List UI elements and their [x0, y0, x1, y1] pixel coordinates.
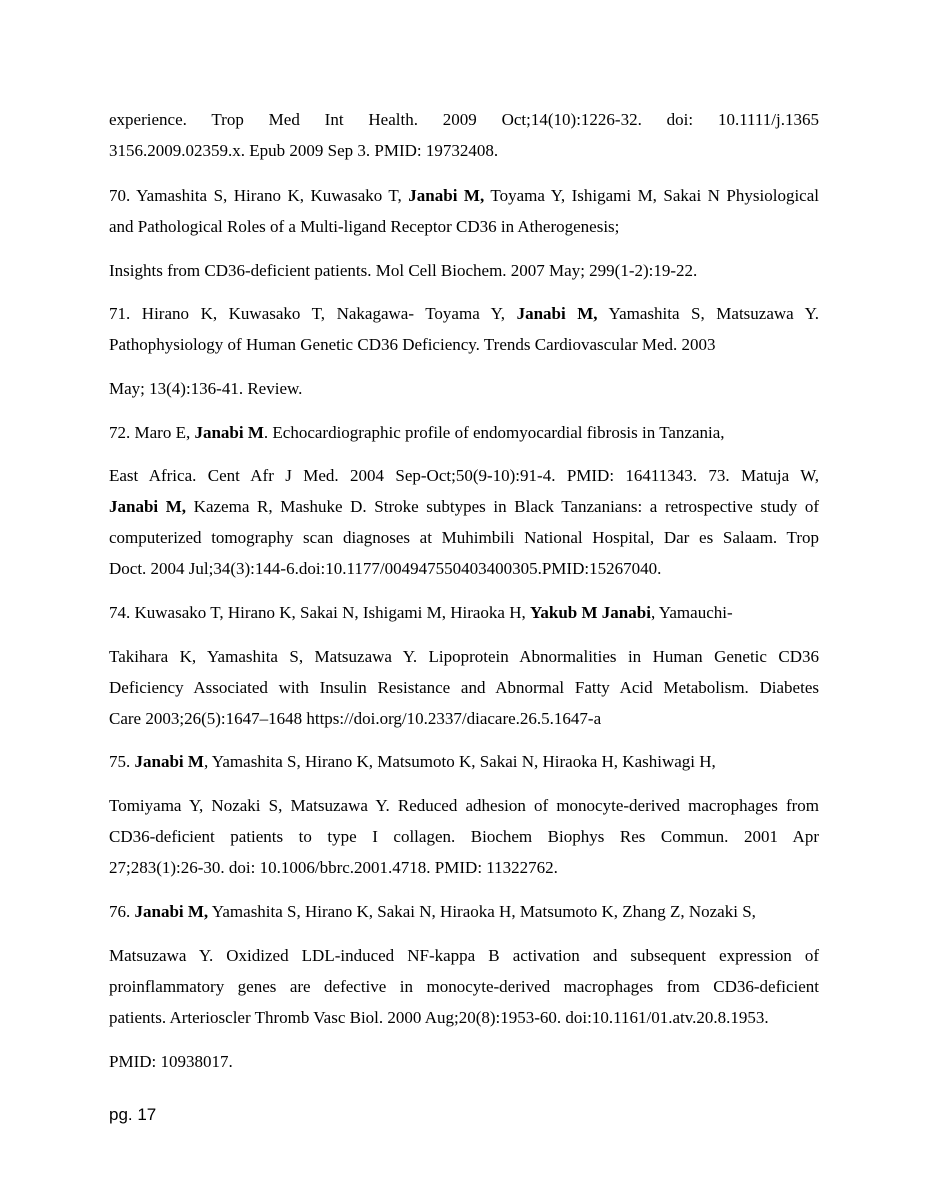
- reference-76: [109, 896, 819, 927]
- reference-69-continuation: [109, 104, 819, 166]
- text-line: 27;283(1):26-30. doi: 10.1006/bbrc.2001.4718. PMID: 11322762.: [109, 858, 558, 877]
- text-line: CD36-deficient patients to type I collagen. Biochem Biophys Res Commun. 2001 Apr: [109, 827, 819, 846]
- reference-text: Toyama Y, Ishigami M, Sakai N Physiological: [484, 186, 819, 205]
- author-highlight: Janabi M,: [408, 186, 485, 205]
- reference-75-continuation: [109, 790, 819, 883]
- text-line: proinflammatory genes are defective in monocyte-derived macrophages from CD36-deficient: [109, 977, 819, 996]
- text-line: Matsuzawa Y. Oxidized LDL-induced NF-kappa B activation and subsequent expression of: [109, 946, 819, 965]
- reference-72-73-continuation: [109, 460, 819, 584]
- reference-text: , Yamashita S, Hirano K, Matsumoto K, Sakai N, Hiraoka H, Kashiwagi H,: [203, 752, 716, 771]
- text-line: Doct. 2004 Jul;34(3):144-6.doi:10.1177/004947550403400305.PMID:15267040.: [109, 559, 662, 578]
- text-line: patients. Arterioscler Thromb Vasc Biol. 2000 Aug;20(8):1953-60. doi:10.1161/01.atv.20.8.1953.: [109, 1008, 769, 1027]
- text-line: [109, 417, 819, 448]
- author-highlight: Janabi M,: [516, 304, 598, 323]
- reference-text: 72. Maro E,: [109, 423, 195, 442]
- reference-text: 75.: [109, 752, 135, 771]
- reference-76-pmid: [109, 1046, 819, 1077]
- text-line: Deficiency Associated with Insulin Resistance and Abnormal Fatty Acid Metabolism. Diabetes: [109, 678, 819, 697]
- author-highlight: Janabi M,: [134, 902, 209, 921]
- text-line: May; 13(4):136-41. Review.: [109, 379, 303, 398]
- text-line: [109, 597, 819, 628]
- text-line: Takihara K, Yamashita S, Matsuzawa Y. Lipoprotein Abnormalities in Human Genetic CD36: [109, 647, 819, 666]
- text-line: Tomiyama Y, Nozaki S, Matsuzawa Y. Reduced adhesion of monocyte-derived macrophages from: [109, 796, 819, 815]
- text-line: East Africa. Cent Afr J Med. 2004 Sep-Oct;50(9-10):91-4. PMID: 16411343. 73. Matuja W,: [109, 466, 819, 485]
- reference-text: 71. Hirano K, Kuwasako T, Nakagawa- Toyama Y,: [109, 304, 517, 323]
- reference-text: , Yamauchi-: [650, 603, 733, 622]
- reference-70-continuation: [109, 255, 819, 286]
- reference-76-continuation: [109, 940, 819, 1033]
- text-line: Insights from CD36-deficient patients. Mol Cell Biochem. 2007 May; 299(1-2):19-22.: [109, 261, 698, 280]
- page-number: pg. 17: [109, 1105, 157, 1124]
- reference-74-continuation: [109, 641, 819, 734]
- author-highlight: Janabi M: [194, 423, 264, 442]
- author-highlight: Janabi M: [134, 752, 204, 771]
- reference-text: Kazema R, Mashuke D. Stroke subtypes in Black Tanzanians: a retrospective study of: [186, 497, 819, 516]
- reference-74: [109, 597, 819, 628]
- author-highlight: Janabi M,: [109, 497, 187, 516]
- reference-text: Yamashita S, Hirano K, Sakai N, Hiraoka H, Matsumoto K, Zhang Z, Nozaki S,: [208, 902, 756, 921]
- text-line: [109, 298, 819, 329]
- text-line: 3156.2009.02359.x. Epub 2009 Sep 3. PMID: 19732408.: [109, 141, 499, 160]
- reference-text: Yamashita S, Matsuzawa Y.: [597, 304, 819, 323]
- reference-71-continuation: [109, 373, 819, 404]
- text-line: computerized tomography scan diagnoses at Muhimbili National Hospital, Dar es Salaam. Trop: [109, 528, 819, 547]
- text-line: experience. Trop Med Int Health. 2009 Oct;14(10):1226-32. doi: 10.1111/j.1365: [109, 110, 819, 129]
- text-line: [109, 896, 819, 927]
- text-line: PMID: 10938017.: [109, 1052, 233, 1071]
- reference-text: . Echocardiographic profile of endomyocardial fibrosis in Tanzania,: [263, 423, 725, 442]
- reference-text: 70. Yamashita S, Hirano K, Kuwasako T,: [109, 186, 409, 205]
- reference-72: [109, 417, 819, 448]
- text-line: [109, 746, 819, 777]
- text-line: Pathophysiology of Human Genetic CD36 Deficiency. Trends Cardiovascular Med. 2003: [109, 335, 716, 354]
- reference-text: 76.: [109, 902, 135, 921]
- text-line: Care 2003;26(5):1647–1648 https://doi.org/10.2337/diacare.26.5.1647-a: [109, 709, 602, 728]
- text-line: [109, 491, 819, 522]
- reference-75: [109, 746, 819, 777]
- reference-71: [109, 298, 819, 360]
- author-highlight: Yakub M Janabi: [530, 603, 651, 622]
- reference-70: [109, 180, 819, 242]
- reference-text: 74. Kuwasako T, Hirano K, Sakai N, Ishigami M, Hiraoka H,: [109, 603, 530, 622]
- text-line: [109, 180, 819, 211]
- text-line: and Pathological Roles of a Multi-ligand Receptor CD36 in Atherogenesis;: [109, 217, 620, 236]
